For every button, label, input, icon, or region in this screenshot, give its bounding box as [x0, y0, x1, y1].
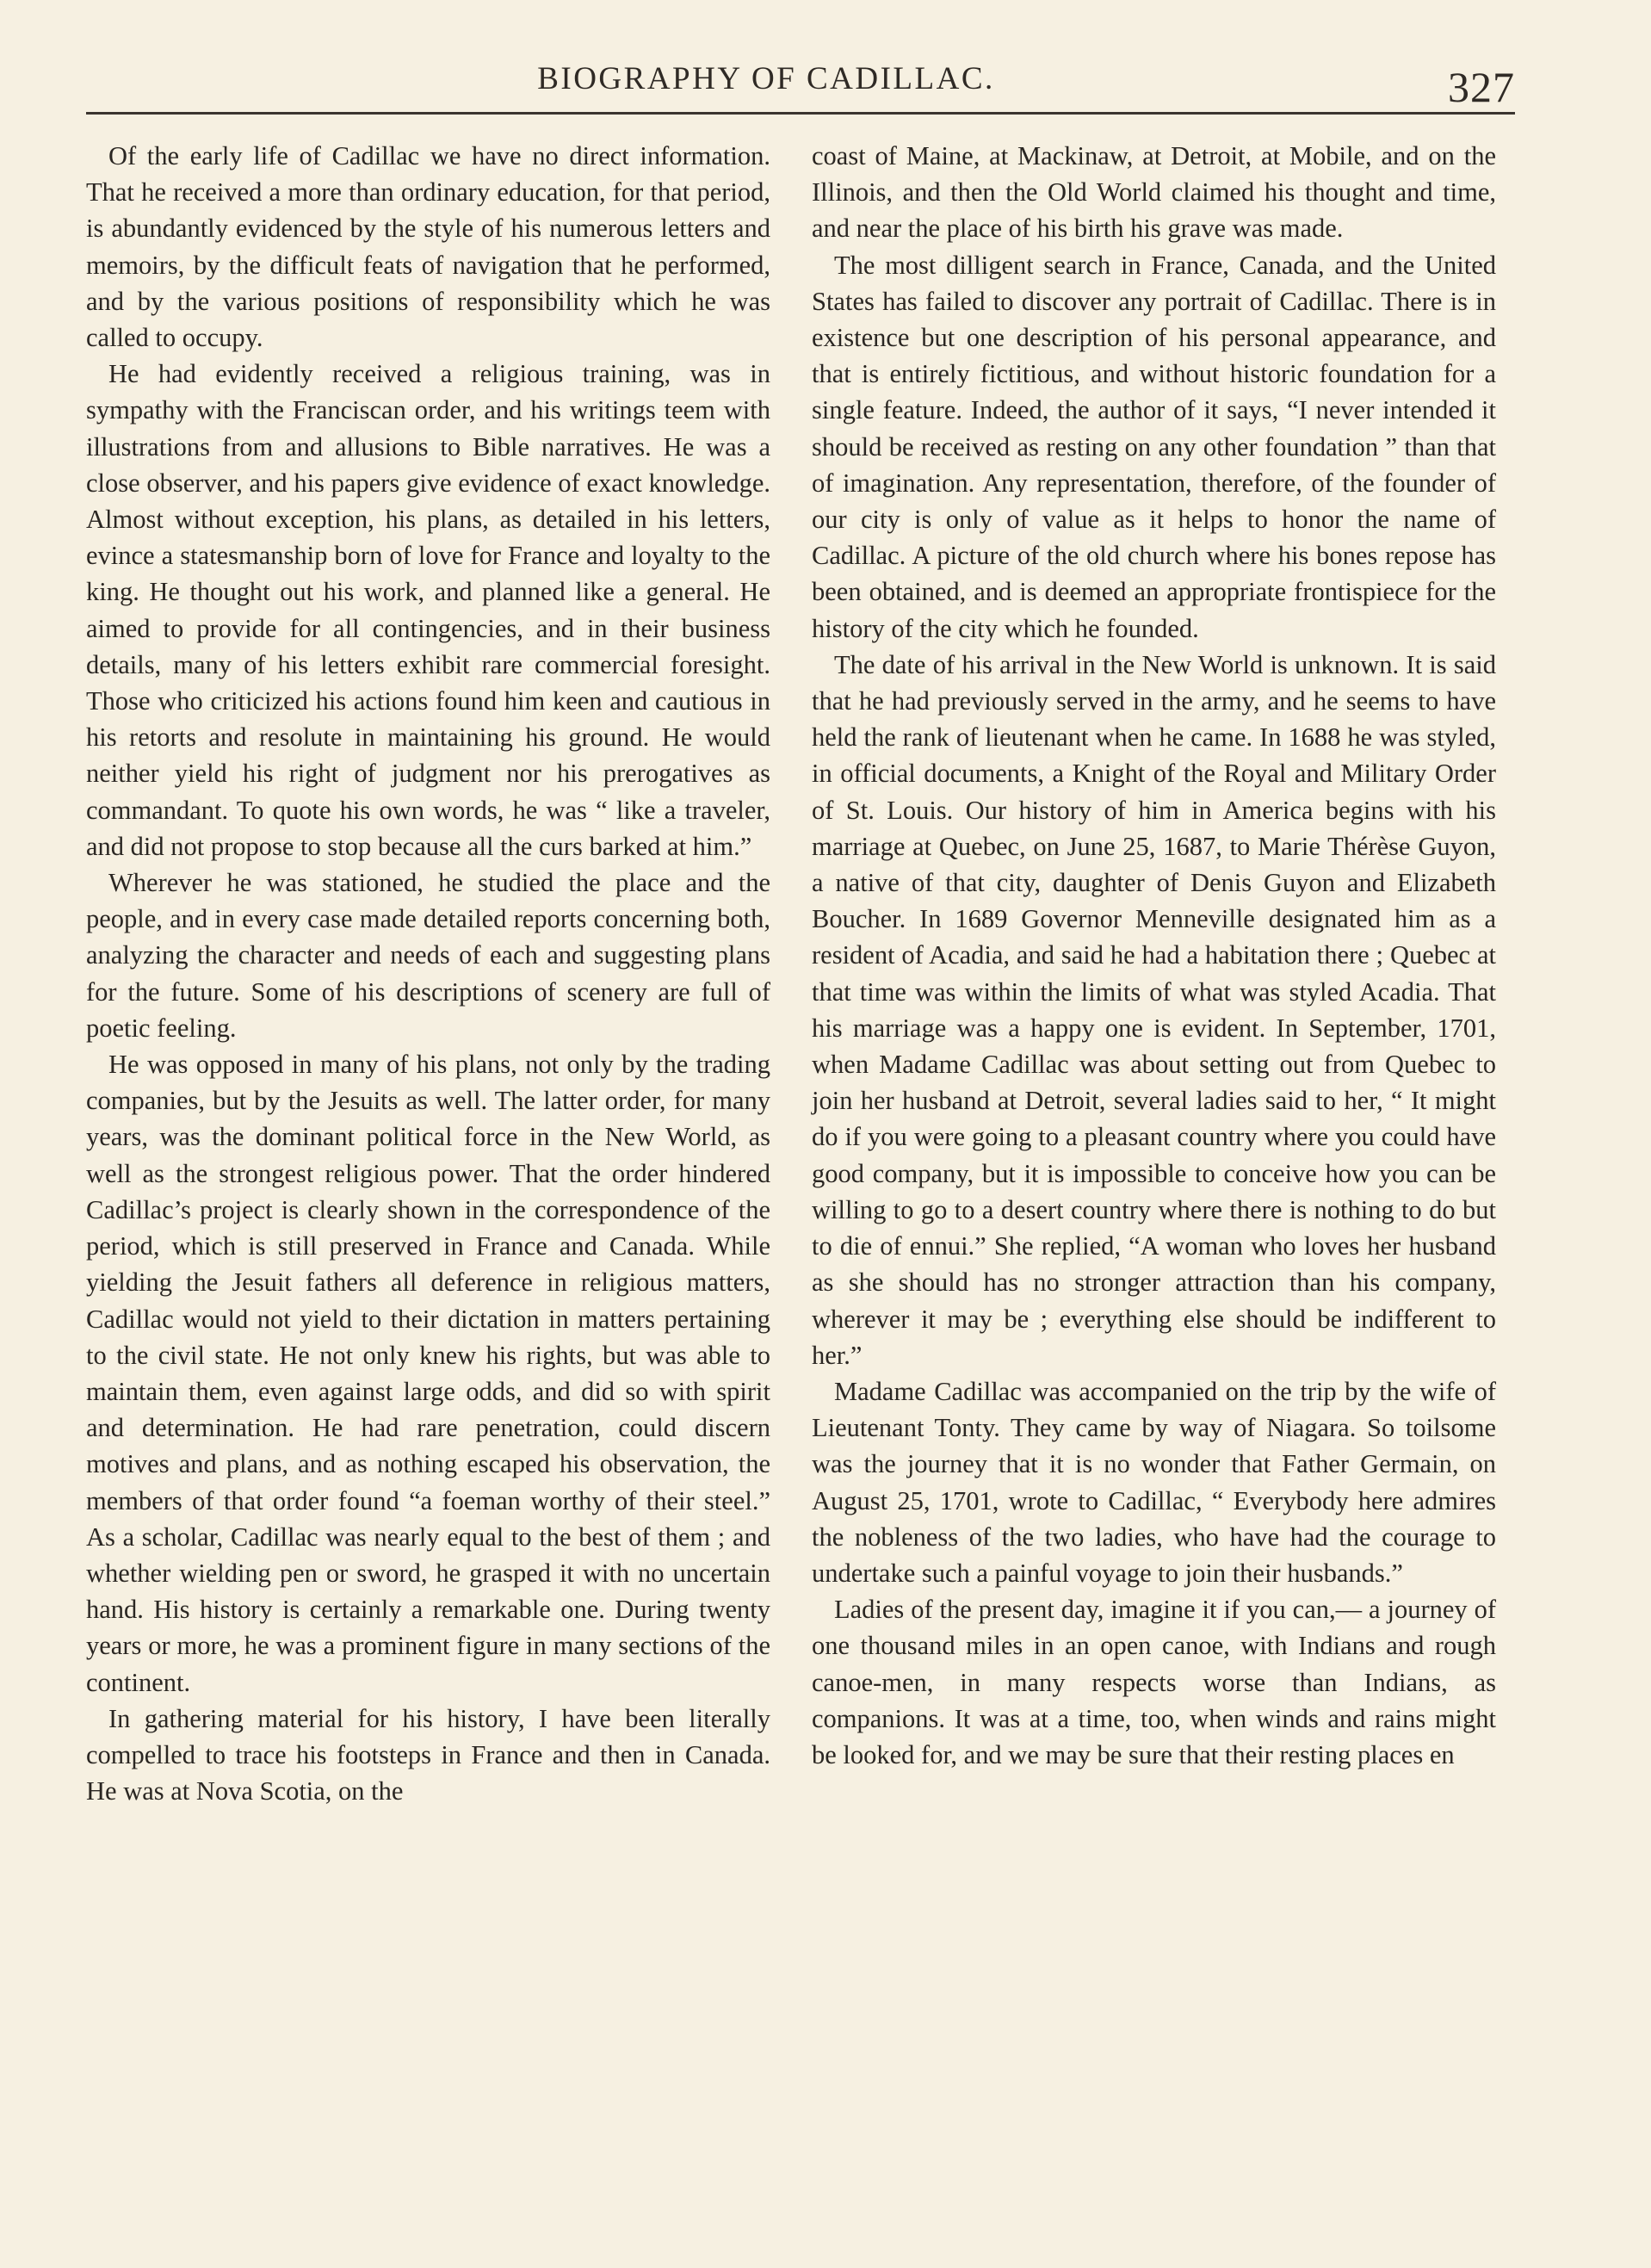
paragraph: The most dilligent search in France, Canada, and the United States has failed to discover any portrait of Cadillac. There is in existence but one description of his personal appearance, and that is entirely fictitious, and without historic foundation for a single feature. Indeed, the author of it says, “I never intended it should be received as resting on any other foundation ” than that of imagination. Any representation, therefore, of the founder of our city is only of value as it helps to honor the name of Cadillac. A picture of the old church where his bones repose has been obtained, and is deemed an appropriate frontispiece for the history of the city which he founded. — [812, 250, 1496, 643]
page-number: 327 — [1448, 63, 1515, 111]
paragraph: The date of his arrival in the New World is unknown. It is said that he had previously served in the army, and he seems to have held the rank of lieutenant when he came. In 1688 he was styled, in official documents, a Knight of the Royal and Military Order of St. Louis. Our history of him in America begins with his marriage at Quebec, on June 25, 1687, to Marie Thérèse Guyon, a native of that city, daughter of Denis Guyon and Elizabeth Boucher. In 1689 Governor Menneville designated him as a resident of Acadia, and said he had a habitation there ; Quebec at that time was within the limits of what was styled Acadia. That his marriage was a happy one is evident. In September, 1701, when Madame Cadillac was about setting out from Quebec to join her husband at Detroit, several ladies said to her, “ It might do if you were going to a pleasant country where you could have good company, but it is impossible to conceive how you can be willing to go to a desert country where there is nothing to do but to die of ennui.” She replied, “A woman who loves her husband as she should has no stronger attraction than his company, wherever it may be ; everything else should be indifferent to her.” — [812, 649, 1496, 1370]
left-column — [86, 138, 770, 1809]
paragraph: Of the early life of Cadillac we have no direct information. That he received a more than ordinary education, for that period, is abundantly evidenced by the style of his numerous letters and memoirs, by the difficult feats of navigation that he performed, and by the various positions of responsibility which he was called to occupy. — [86, 141, 770, 353]
paragraph: He had evidently received a religious training, was in sympathy with the Franciscan order, and his writings teem with illustrations from and allusions to Bible narratives. He was a close observer, and his papers give evidence of exact knowledge. Almost without exception, his plans, as detailed in his letters, evince a statesmanship born of love for France and loyalty to the king. He thought out his work, and planned like a general. He aimed to provide for all contingencies, and in their business details, many of his letters exhibit rare commercial foresight. Those who criticized his actions found him keen and cautious in his retorts and resolute in maintaining his ground. He would neither yield his right of judgment nor his prerogatives as commandant. To quote his own words, he was “ like a traveler, and did not propose to stop because all the curs barked at him.” — [86, 359, 770, 861]
paragraph: Ladies of the present day, imagine it if you can,— a journey of one thousand miles in an open canoe, with Indians and rough canoe-men, in many respects worse than Indians, as companions. It was at a time, too, when winds and rains might be looked for, and we may be sure that their resting places en — [812, 1595, 1496, 1769]
right-column — [812, 138, 1496, 1773]
running-head-title: BIOGRAPHY OF CADILLAC. — [537, 61, 995, 96]
paragraph: In gathering material for his history, I have been literally compelled to trace his footsteps in France and then in Canada. He was at Nova Scotia, on the — [86, 1703, 770, 1806]
header-rule — [86, 112, 1515, 115]
paragraph: He was opposed in many of his plans, not only by the trading companies, but by the Jesuits as well. The latter order, for many years, was the dominant political force in the New World, as well as the strongest religious power. That the order hindered Cadillac’s project is clearly shown in the correspondence of the period, which is still preserved in France and Canada. While yielding the Jesuit fathers all deference in religious matters, Cadillac would not yield to their dictation in matters pertaining to the civil state. He not only knew his rights, but was able to maintain them, even against large odds, and did so with spirit and determination. He had rare penetration, could discern motives and plans, and as nothing escaped his observation, the members of that order found “a foeman worthy of their steel.” As a scholar, Cadillac was nearly equal to the best of them ; and whether wielding pen or sword, he grasped it with no uncertain hand. His history is certainly a remarkable one. During twenty years or more, he was a prominent figure in many sections of the continent. — [86, 1050, 770, 1697]
paragraph: Wherever he was stationed, he studied the place and the people, and in every case made detailed reports concerning both, analyzing the character and needs of each and suggesting plans for the future. Some of his descriptions of scenery are full of poetic feeling. — [86, 868, 770, 1043]
paragraph: Madame Cadillac was accompanied on the trip by the wife of Lieutenant Tonty. They came by way of Niagara. So toilsome was the journey that it is no wonder that Father Germain, on August 25, 1701, wrote to Cadillac, “ Everybody here admires the nobleness of the two ladies, who have had the courage to undertake such a painful voyage to join their husbands.” — [812, 1376, 1496, 1588]
paragraph-continuation: coast of Maine, at Mackinaw, at Detroit, at Mobile, and on the Illinois, and then the Old World claimed his thought and time, and near the place of his birth his grave was made. — [812, 141, 1496, 244]
